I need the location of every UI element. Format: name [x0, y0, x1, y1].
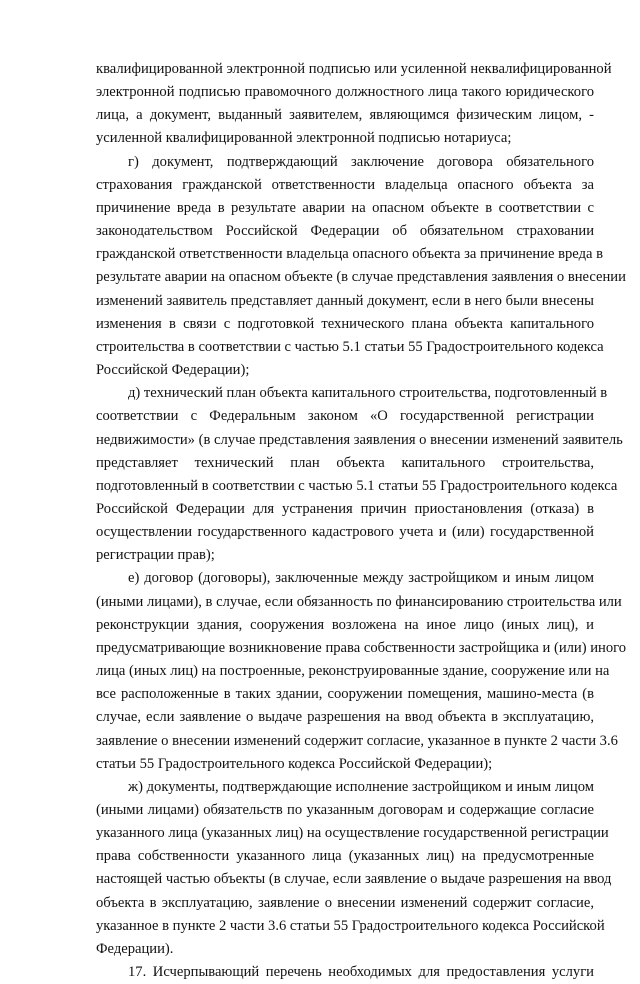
text-line: Федерации). [96, 940, 174, 957]
text-line: Российской Федерации для устранения причин приостановления (отказа) в [96, 500, 594, 517]
paragraph-section-17 [96, 961, 594, 984]
text-line: статьи 55 Градостроительного кодекса Российской Федерации); [96, 755, 493, 772]
text-line: (иными лицами) обязательств по указанным договорам и содержащие согласие [96, 802, 594, 818]
text-line: подготовленный в соответствии с частью 5.1 статьи 55 Градостроительного кодекса [96, 477, 618, 494]
text-line: изменения в связи с подготовкой технического плана объекта капитального [96, 315, 594, 332]
text-line: права собственности указанного лица (указанных лиц) на предусмотренные [96, 848, 594, 865]
text-line: е) договор (договоры), заключенные между застройщиком и иным лицом [128, 570, 594, 587]
document-page [96, 58, 627, 984]
text-line: ж) документы, подтверждающие исполнение застройщиком и иным лицом [128, 778, 594, 795]
paragraph-item-g [96, 151, 626, 383]
text-line: д) технический план объекта капитального строительства, подготовленный в [128, 385, 608, 402]
text-line: осуществлении государственного кадастрового учета и (или) государственной [96, 524, 594, 541]
text-line: лица (иных лиц) на построенные, реконструированные здание, сооружение или на [96, 663, 610, 680]
text-line: усиленной квалифицированной электронной подписью нотариуса; [96, 130, 512, 147]
text-line: электронной подписью правомочного должностного лица такого юридического [96, 84, 594, 101]
paragraph-signature-continuation [96, 58, 612, 151]
paragraph-item-zh [96, 776, 612, 961]
paragraph-item-d [96, 382, 623, 567]
text-line: заявление о внесении изменений содержит согласие, указанное в пункте 2 части 3.6 [96, 732, 618, 749]
text-line: все расположенные в таких здании, сооружении помещения, машино-места (в [96, 686, 594, 703]
text-line: недвижимости» (в случае представления заявления о внесении изменений заявитель [96, 431, 623, 448]
paragraph-item-e [96, 567, 627, 775]
text-line: г) документ, подтверждающий заключение договора обязательного [128, 153, 594, 170]
text-line: законодательством Российской Федерации об обязательном страховании [96, 223, 594, 240]
text-line: предусматривающие возникновение права собственности застройщика и (или) иного [96, 639, 627, 656]
text-line: строительства в соответствии с частью 5.1 статьи 55 Градостроительного кодекса [96, 338, 604, 355]
text-line: указанного лица (указанных лиц) на осуществление государственной регистрации [96, 825, 609, 842]
text-line: соответствии с Федеральным законом «О государственной регистрации [96, 408, 594, 425]
text-line: Российской Федерации); [96, 362, 250, 379]
text-line: квалифицированной электронной подписью или усиленной неквалифицированной [96, 61, 612, 77]
text-line: лица, а документ, выданный заявителем, являющимся физическим лицом, - [96, 107, 594, 124]
text-line: настоящей частью объекты (в случае, если заявление о выдаче разрешения на ввод [96, 871, 612, 888]
text-line: гражданской ответственности владельца опасного объекта за причинение вреда в [96, 246, 604, 263]
text-line: объекта в эксплуатацию, заявление о внесении изменений содержит согласие, [96, 894, 594, 911]
text-line: причинение вреда в результате аварии на опасном объекте в соответствии с [96, 199, 594, 216]
text-line: указанное в пункте 2 части 3.6 статьи 55 Градостроительного кодекса Российской [96, 917, 605, 934]
text-line: изменений заявитель представляет данный документ, если в него были внесены [96, 292, 594, 309]
text-line: результате аварии на опасном объекте (в случае представления заявления о внесении [96, 269, 626, 286]
text-line: реконструкции здания, сооружения возложена на иное лицо (иных лиц), и [96, 616, 594, 633]
text-line: 17. Исчерпывающий перечень необходимых для предоставления услуги [128, 964, 594, 981]
text-line: регистрации прав); [96, 547, 215, 564]
text-line: представляет технический план объекта капитального строительства, [96, 454, 594, 471]
text-line: случае, если заявление о выдаче разрешения на ввод объекта в эксплуатацию, [96, 709, 594, 726]
text-line: страхования гражданской ответственности владельца опасного объекта за [96, 176, 594, 193]
text-line: (иными лицами), в случае, если обязанность по финансированию строительства или [96, 593, 622, 610]
